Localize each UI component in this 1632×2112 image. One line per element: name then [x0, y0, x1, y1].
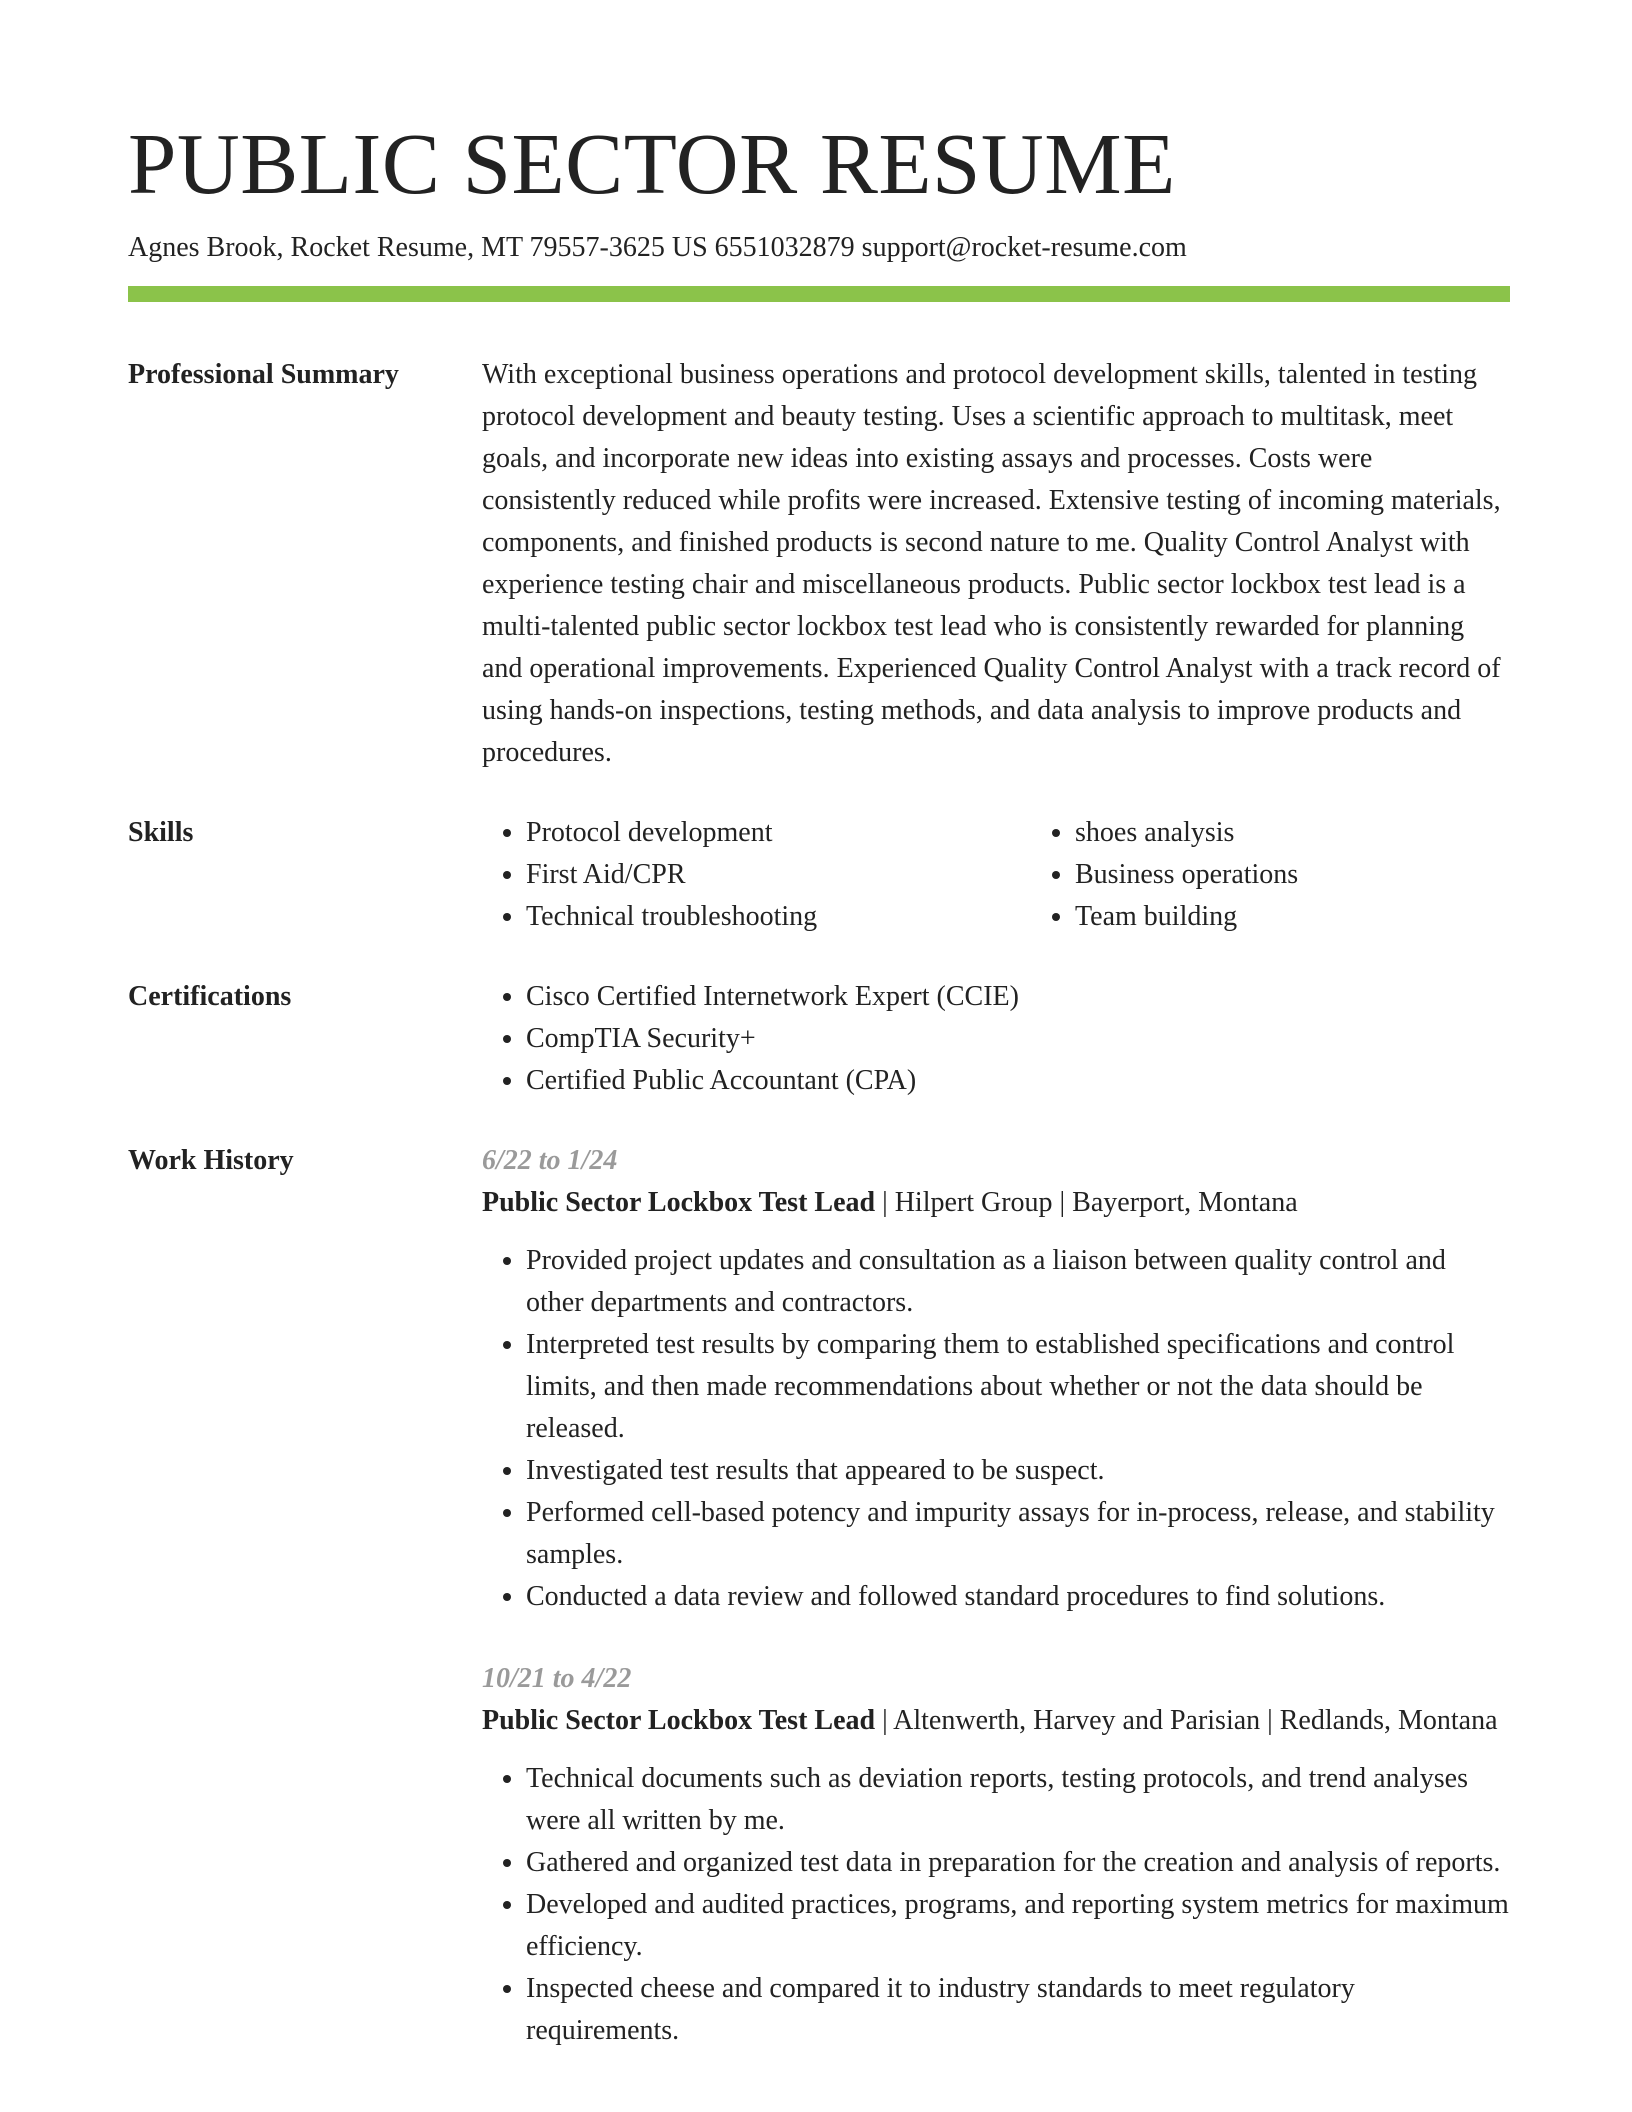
job-bullet: • Technical documents such as deviation reports, testing protocols, and trend analyses were all written by me.: [526, 1758, 1510, 1842]
summary-text: With exceptional business operations and protocol development skills, talented in testing protocol development and beauty testing. Uses a scientific approach to multitask, meet goals, and incorporate new ideas into existing assays and processes. Costs were consistently reduced while profits were increased. Extensive testing of incoming materials, components, and finished products is second nature to me. Quality Control Analyst with experience testing chair and miscellaneous products. Public sector lockbox test lead is a multi-talented public sector lockbox test lead who is consistently rewarded for planning and operational improvements. Experienced Quality Control Analyst with a track record of using hands-on inspections, testing methods, and data analysis to improve products and procedures.: [482, 358, 1501, 768]
job-bullet: • Performed cell-based potency and impurity assays for in-process, release, and stability samples.: [526, 1492, 1510, 1576]
header-divider: [128, 286, 1510, 302]
job-employer-location: | Hilpert Group | Bayerport, Montana: [875, 1186, 1298, 1218]
job-bullet-list: [482, 1758, 1510, 2052]
certification-item: • CompTIA Security+: [526, 1018, 1510, 1060]
job-bullet: • Developed and audited practices, programs, and reporting system metrics for maximum efficiency.: [526, 1884, 1510, 1968]
skill-item: • Team building: [1075, 896, 1298, 938]
job-bullet-list: [482, 1240, 1510, 1618]
certifications-section: [128, 976, 1510, 1102]
work-history-content: [482, 1140, 1510, 2052]
job-bullet: • Interpreted test results by comparing them to established specifications and control limits, and then made recommendations about whether or not the data should be released.: [526, 1324, 1510, 1450]
skills-section: [128, 812, 1510, 938]
certification-item: • Certified Public Accountant (CPA): [526, 1060, 1510, 1102]
job-heading: [482, 1700, 1510, 1742]
job-bullet: • Investigated test results that appeared to be suspect.: [526, 1450, 1510, 1492]
job-dates: 6/22 to 1/24: [482, 1144, 618, 1176]
skills-grid: [482, 812, 1510, 938]
resume-page: [128, 115, 1510, 2052]
job-dates: 10/21 to 4/22: [482, 1662, 632, 1694]
skill-item: • Business operations: [1075, 854, 1298, 896]
section-label-summary: Professional Summary: [128, 358, 399, 390]
skill-item: • First Aid/CPR: [526, 854, 1031, 896]
job-entry: [482, 1658, 1510, 2052]
certification-item: • Cisco Certified Internetwork Expert (CCIE): [526, 976, 1510, 1018]
job-bullet: • Conducted a data review and followed standard procedures to find solutions.: [526, 1576, 1510, 1618]
work-history-section: [128, 1140, 1510, 2052]
section-label-work-history: Work History: [128, 1144, 294, 1176]
skill-item: • shoes analysis: [1075, 812, 1298, 854]
job-title: Public Sector Lockbox Test Lead: [482, 1704, 876, 1736]
section-label-skills: Skills: [128, 816, 194, 848]
skill-item: • Protocol development: [526, 812, 1031, 854]
job-heading: [482, 1182, 1510, 1224]
resume-title: PUBLIC SECTOR RESUME: [128, 115, 1176, 212]
skills-list-left: [482, 812, 1031, 938]
job-bullet: • Inspected cheese and compared it to industry standards to meet regulatory requirements.: [526, 1968, 1510, 2052]
certifications-content: [482, 976, 1510, 1102]
job-title: Public Sector Lockbox Test Lead: [482, 1186, 876, 1218]
certifications-list: [482, 976, 1510, 1102]
job-employer-location: | Altenwerth, Harvey and Parisian | Redlands, Montana: [875, 1704, 1498, 1736]
skill-item: • Technical troubleshooting: [526, 896, 1031, 938]
section-label-certifications: Certifications: [128, 980, 292, 1012]
summary-section: [128, 354, 1510, 774]
contact-line: Agnes Brook, Rocket Resume, MT 79557-3625 US 6551032879 support@rocket-resume.com: [128, 232, 1187, 264]
job-entry: [482, 1140, 1510, 1618]
job-bullet: • Provided project updates and consultation as a liaison between quality control and other departments and contractors.: [526, 1240, 1510, 1324]
job-bullet: • Gathered and organized test data in preparation for the creation and analysis of reports.: [526, 1842, 1510, 1884]
skills-list-right: [1031, 812, 1298, 938]
